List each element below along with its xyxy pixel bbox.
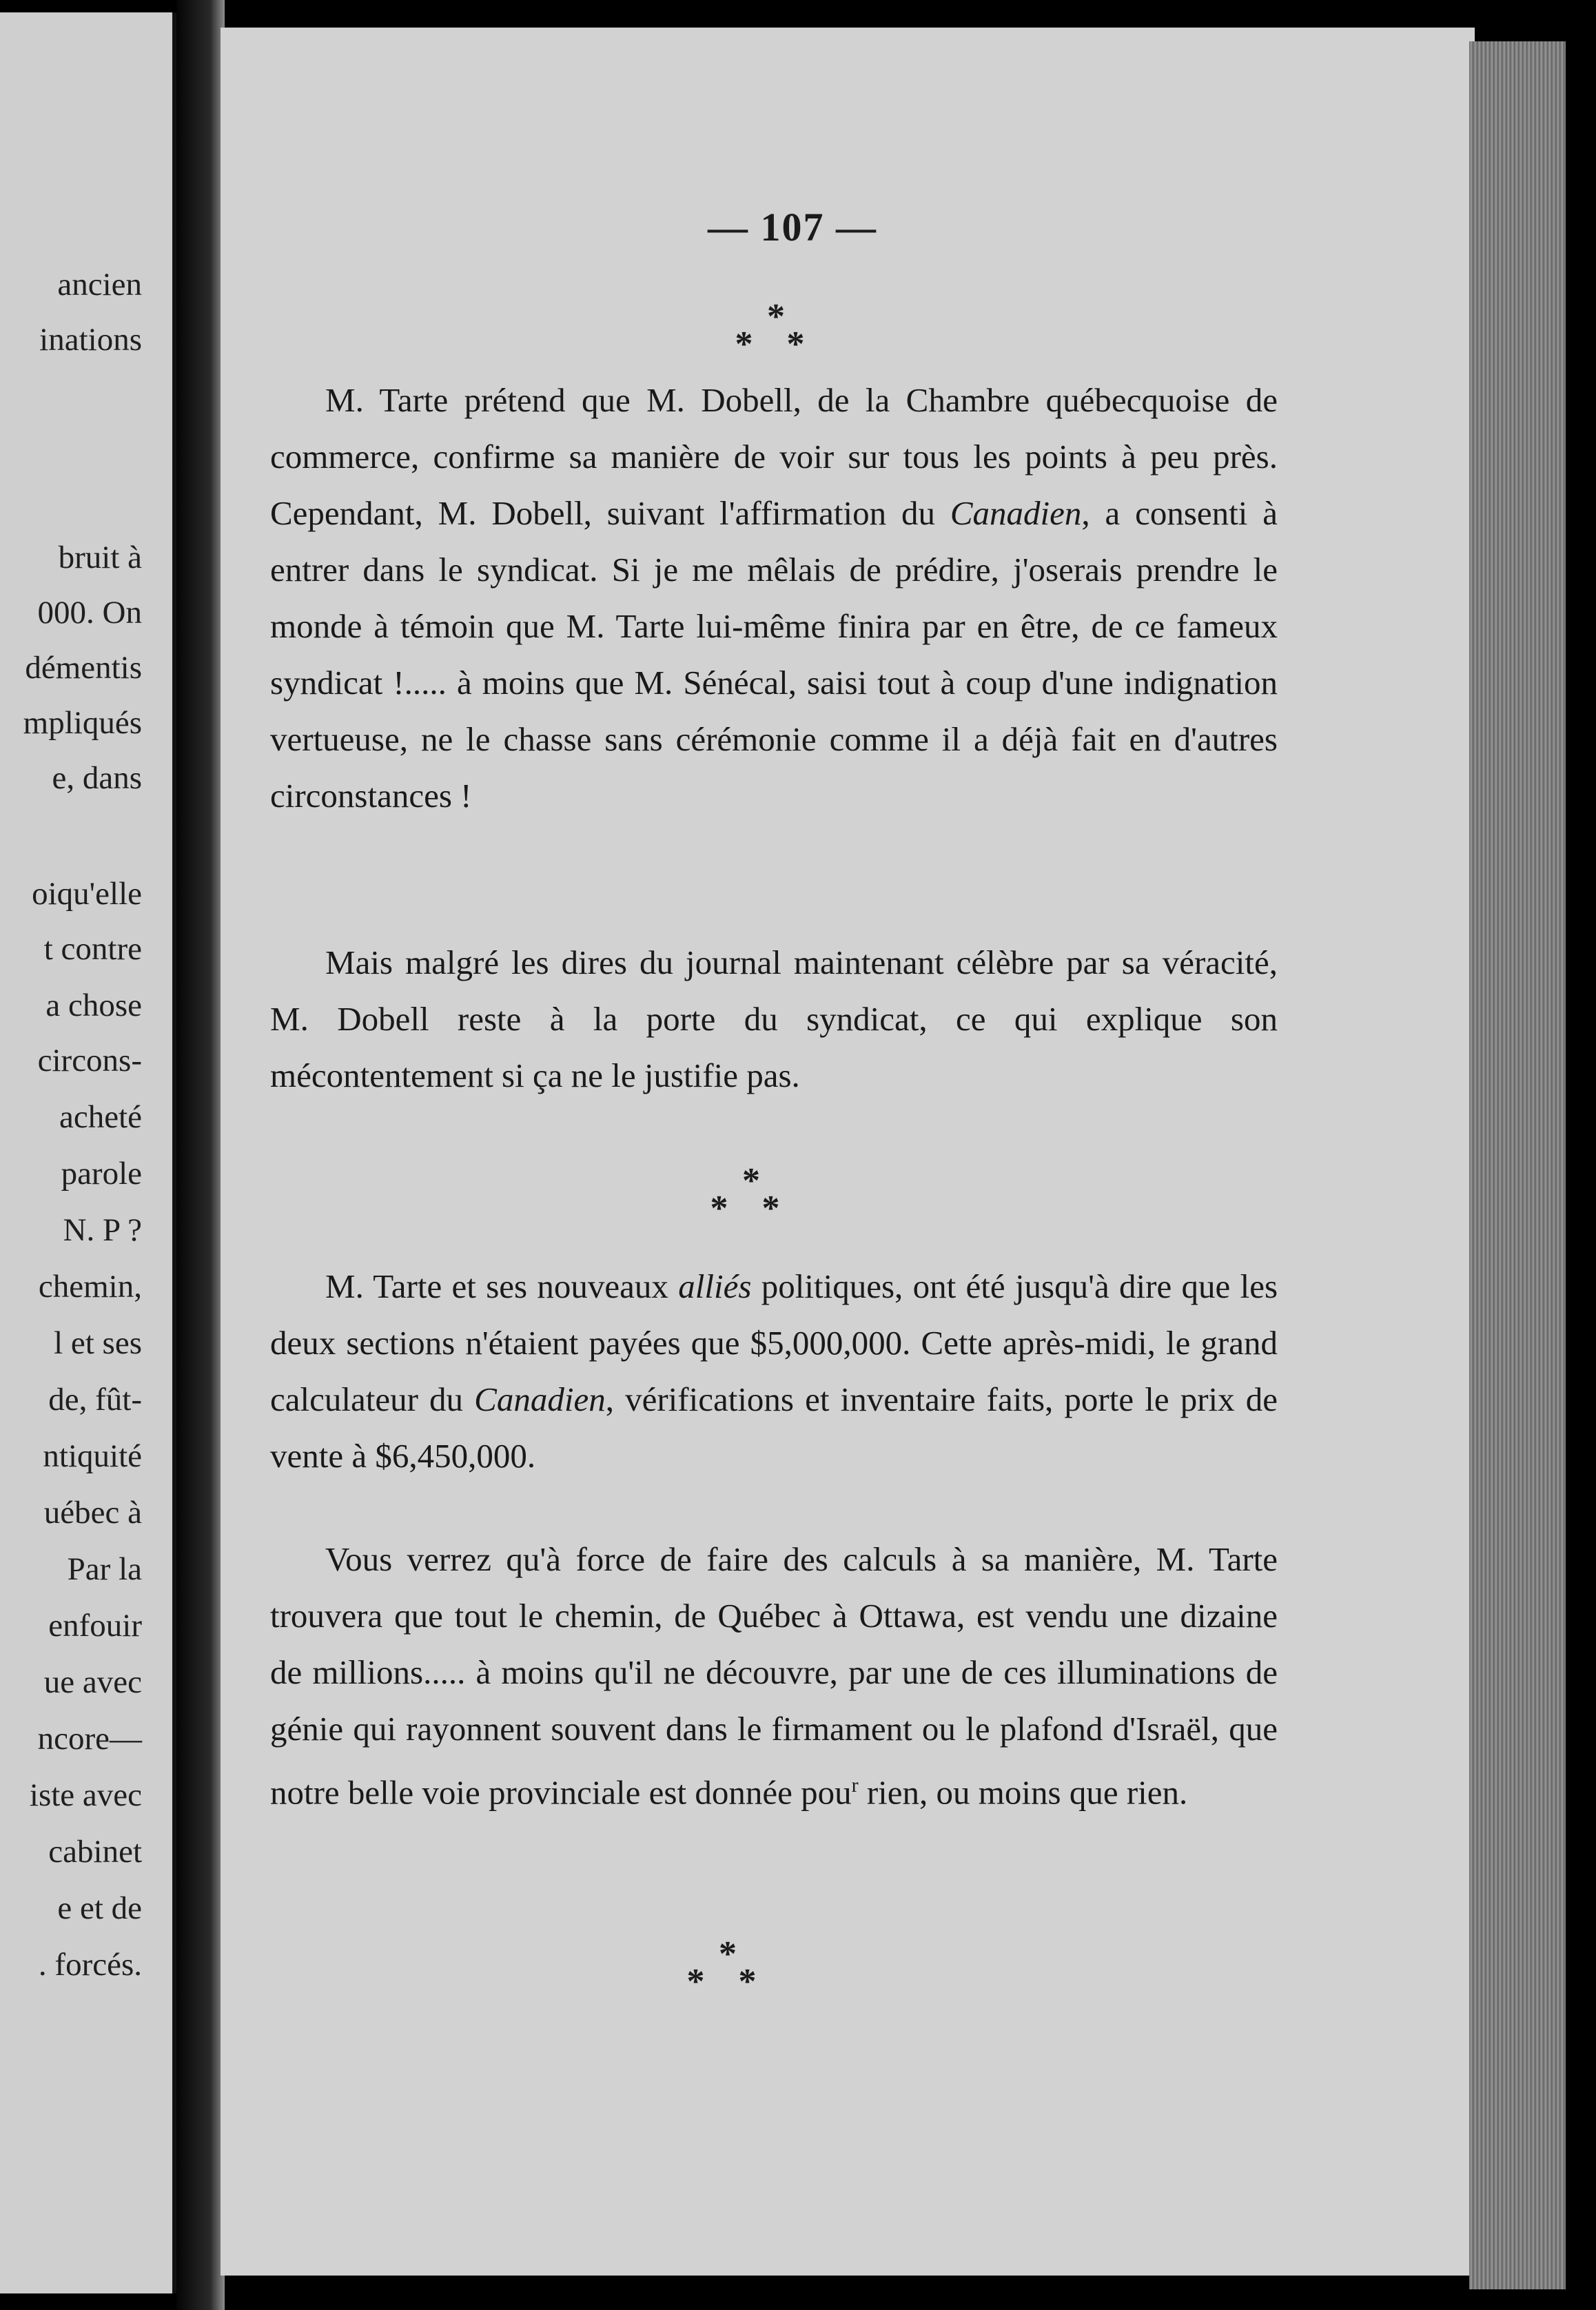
para1-italic: Canadien xyxy=(950,494,1082,532)
left-line: inations xyxy=(39,322,142,358)
edge-shadow xyxy=(1566,0,1596,2310)
left-line: e et de xyxy=(57,1890,142,1926)
left-line: Par la xyxy=(67,1551,142,1587)
book-page-edge xyxy=(1469,41,1566,2289)
left-line: oiqu'elle xyxy=(32,876,142,912)
left-line: chemin, xyxy=(38,1269,142,1305)
asterism-stars: * * xyxy=(710,1189,792,1228)
asterism-bottom xyxy=(686,1934,769,2001)
paragraph-2 xyxy=(270,934,1278,1104)
left-line: de, fût- xyxy=(48,1382,142,1418)
asterism-star: * xyxy=(742,1161,760,1200)
left-line: démentis xyxy=(25,650,142,686)
left-line: . forcés. xyxy=(38,1947,142,1983)
main-page xyxy=(221,28,1475,2276)
left-line: ue avec xyxy=(43,1664,142,1700)
asterism-top xyxy=(735,297,817,364)
left-line: enfouir xyxy=(48,1608,142,1644)
paragraph-1 xyxy=(270,372,1278,824)
page-number: — 107 — xyxy=(708,205,877,249)
para4-text-a: Vous verrez qu'à force de faire des calculs à sa manière, M. Tarte trouvera que tout le chemin, de Québec à Ottawa, est vendu une dizaine de millions..... à moins qu'il ne découvre, par une de ces illuminations de génie qui rayonnent souvent dans le firmament ou le plafond d'Israël, que notre belle voie provinciale est donnée pou xyxy=(270,1540,1278,1812)
left-line: l et ses xyxy=(54,1325,142,1361)
left-line: cabinet xyxy=(48,1834,142,1870)
book-gutter xyxy=(176,0,225,2310)
asterism-star: * xyxy=(719,1934,737,1974)
left-line: N. P ? xyxy=(63,1212,142,1248)
para3-italic-2: Canadien xyxy=(474,1380,606,1418)
left-line: acheté xyxy=(59,1099,142,1135)
asterism-middle xyxy=(710,1161,792,1228)
para1-text: M. Tarte prétend que M. Dobell, de la Chambre québecquoise de commerce, confirme sa manière de voir sur tous les points à peu près. Cependant, M. Dobell, suivant l'affirmation du xyxy=(270,381,1278,532)
left-line: iste avec xyxy=(29,1777,142,1813)
left-line: uébec à xyxy=(43,1495,142,1531)
para3-text-a: M. Tarte et ses nouveaux xyxy=(325,1267,668,1305)
left-line: ncore— xyxy=(37,1721,142,1757)
asterism-stars: * * xyxy=(735,325,817,364)
left-line: mpliqués xyxy=(23,705,142,741)
left-line: e, dans xyxy=(52,760,142,796)
left-line: 000. On xyxy=(37,595,142,631)
paragraph-3 xyxy=(270,1258,1278,1484)
para4-superscript: r xyxy=(851,1774,859,1797)
left-line: a chose xyxy=(45,988,142,1023)
paragraph-4 xyxy=(270,1531,1278,1821)
asterism-stars: * * xyxy=(686,1962,769,2001)
para2-text: Mais malgré les dires du journal maintenant célèbre par sa véracité, M. Dobell reste à la porte du syndicat, ce qui explique son mécontentement si ça ne le justifie pas. xyxy=(270,943,1278,1094)
para4-text-b: rien, ou moins que rien. xyxy=(866,1773,1188,1812)
para3-italic: alliés xyxy=(678,1267,752,1305)
left-line: bruit à xyxy=(58,540,142,575)
asterism-star: * xyxy=(767,297,785,336)
para1-rest: , a consenti à entrer dans le syndicat. Si je me mêlais de prédire, j'oserais prendre le monde à témoin que M. Tarte lui-même finira par en être, de ce fameux syndicat !..... à moins que M. Sénécal, saisi tout à coup d'une indignation vertueuse, ne le chasse sans cérémonie comme il a déjà fait en d'autres circonstances ! xyxy=(270,494,1278,815)
left-line: ancien xyxy=(57,267,142,303)
left-line: t contre xyxy=(43,931,142,967)
left-line: circons- xyxy=(37,1043,142,1079)
para3-text-b: politiques, ont été jusqu'à dire que les deux sections n'étaient payées que $5,000,000. Cette après-midi, le grand calculateur du xyxy=(270,1267,1278,1418)
left-line: parole xyxy=(61,1156,142,1192)
left-page-fragment xyxy=(0,12,176,2293)
left-line: ntiquité xyxy=(43,1438,142,1474)
para3-text-c: , vérifications et inventaire faits, porte le prix de vente à $6,450,000. xyxy=(270,1380,1278,1475)
